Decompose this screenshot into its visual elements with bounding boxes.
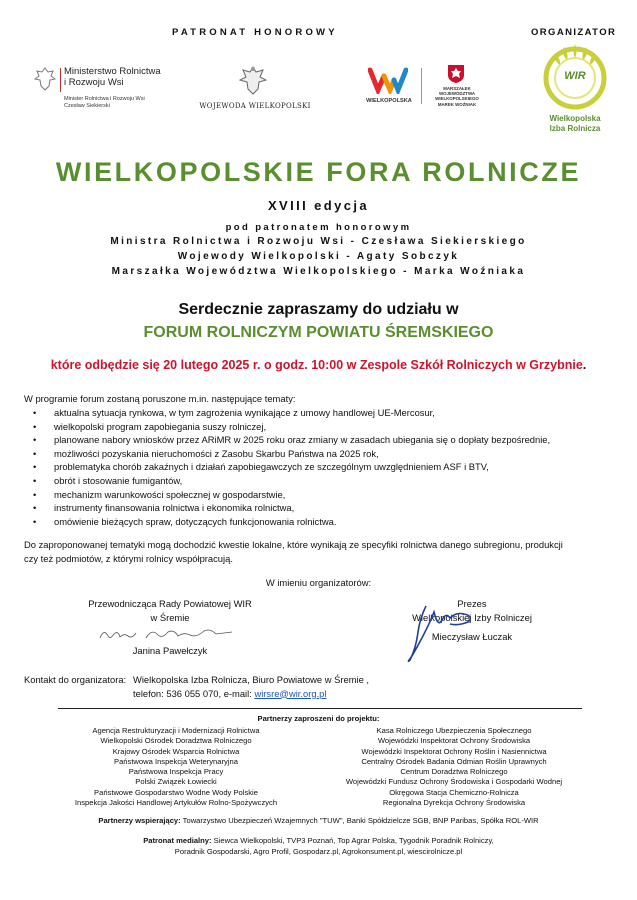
event-date-dot: . xyxy=(582,358,587,372)
topic-text: możliwości pozyskania nieruchomości z Zasobu Skarbu Państwa na 2025 rok, xyxy=(54,447,379,459)
bullet-icon: • xyxy=(33,461,37,473)
list-item: Państwowa Inspekcja Weterynaryjna xyxy=(114,756,238,766)
signatory-right-line2: Wielkopolskiej Izby Rolniczej xyxy=(412,611,532,623)
eagle-icon xyxy=(34,66,56,92)
list-item xyxy=(24,460,624,474)
list-item: Centralny Ośrodek Badania Odmian Roślin Uprawnych xyxy=(361,756,547,766)
signatory-left-line2: w Śremie xyxy=(150,611,190,623)
bullet-icon: • xyxy=(33,407,37,418)
forum-name: FORUM ROLNICZYM POWIATU ŚREMSKIEGO xyxy=(143,324,494,341)
list-item: Centrum Doradztwa Rolniczego xyxy=(400,767,508,777)
extra-line2: czy też podmiotów, z którymi rolnicy współpracują. xyxy=(24,552,233,564)
page-title: WIELKOPOLSKIE FORA ROLNICZE xyxy=(55,157,582,187)
list-item xyxy=(24,474,624,488)
wir-line1: Wielkopolska xyxy=(549,114,601,123)
list-item xyxy=(24,433,624,447)
wielkopolska-text: WIELKOPOLSKA xyxy=(366,98,412,104)
ministry-logo xyxy=(34,66,164,126)
ministry-sub2: Czesław Siekierski xyxy=(64,103,110,109)
media-line1: Siewca Wielkopolski, TVP3 Poznań, Top Agrar Polska, Tygodnik Poradnik Rolniczy, xyxy=(213,836,494,845)
list-item: Wojewódzki Inspektorat Ochrony Środowiska xyxy=(377,736,531,746)
eagle-icon xyxy=(239,64,267,96)
list-item xyxy=(24,406,624,420)
list-item xyxy=(24,501,624,515)
contact-email-link[interactable]: wirsre@wir.org.pl xyxy=(254,687,327,699)
marszalek-line2: WOJEWÓDZTWA xyxy=(438,91,476,97)
topic-text: omówienie bieżących spraw, dotyczących funkcjonowania rolnictwa. xyxy=(54,515,337,527)
event-date: które odbędzie się 20 lutego 2025 r. o godz. 10:00 w Zespole Szkół Rolniczych w Grzybnie xyxy=(50,358,583,372)
divider xyxy=(58,708,582,709)
on-behalf: W imieniu organizatorów: xyxy=(265,577,372,588)
list-item: Polski Związek Łowiecki xyxy=(135,777,217,787)
list-item: Agencja Restrukturyzacji i Modernizacji Rolnictwa xyxy=(92,726,260,735)
media-label: Patronat medialny: xyxy=(143,836,212,845)
marszalek-line4: MAREK WOŹNIAK xyxy=(437,101,477,107)
list-item: Okręgowa Stacja Chemiczno-Rolnicza xyxy=(389,787,519,797)
list-item: Wojewódzki Fundusz Ochrony Środowiska i Gospodarki Wodnej xyxy=(345,777,563,787)
patronage-intro: pod patronatem honorowym xyxy=(225,222,412,233)
wir-line2: Izba Rolnicza xyxy=(549,123,601,133)
supporting-label: Partnerzy wspierający: xyxy=(98,816,181,825)
topic-text: instrumenty finansowania rolnictwa i ekonomika rolnictwa, xyxy=(54,502,295,514)
signature-left-image xyxy=(96,624,236,646)
patronage-line3: Marszałka Województwa Wielkopolskiego - Marka Woźniaka xyxy=(111,266,526,277)
wielkopolska-w-icon xyxy=(368,66,408,94)
topic-text: aktualna sytuacja rynkowa, w tym zagrożenia wynikające z umowy handlowej UE-Mercosur, xyxy=(54,407,435,418)
list-item xyxy=(24,488,624,502)
marszalek-logo xyxy=(428,64,486,110)
bullet-icon: • xyxy=(33,420,37,432)
signatory-left-line1: Przewodnicząca Rady Powiatowej WIR xyxy=(88,598,252,609)
marszalek-line3: WIELKOPOLSKIEGO xyxy=(435,96,479,102)
wielkopolska-logo xyxy=(364,66,414,110)
bullet-icon: • xyxy=(33,474,37,486)
signatory-left xyxy=(80,597,260,624)
ministry-line1: Ministerstwo Rolnictwa xyxy=(64,66,161,77)
list-item: Wojewódzki Inspektorat Ochrony Roślin i Nasiennictwa xyxy=(361,746,547,756)
list-item: Krajowy Ośrodek Wsparcia Rolnictwa xyxy=(112,746,240,756)
list-item xyxy=(24,515,624,529)
list-item: Regionalna Dyrekcja Ochrony Środowiska xyxy=(382,798,526,808)
topics-list xyxy=(24,406,624,528)
patronage-line1: Ministra Rolnictwa i Rozwoju Wsi - Czesława Siekierskiego xyxy=(110,236,527,247)
list-item: Państwowe Gospodarstwo Wodne Wody Polskie xyxy=(94,787,258,797)
topic-text: planowane nabory wniosków przez ARiMR w 2025 roku oraz zmiany w zasadach ubiegania się o dopłaty bezpośrednie, xyxy=(54,434,551,446)
wojewoda-logo xyxy=(196,64,314,114)
edition: XVIII edycja xyxy=(267,198,370,213)
contact-phone: telefon: 536 055 070, e-mail: xyxy=(133,687,255,699)
list-item: Państwowa Inspekcja Pracy xyxy=(128,767,224,777)
wir-logo xyxy=(538,42,612,142)
contact-label: Kontakt do organizatora: xyxy=(24,674,127,685)
coat-of-arms-icon xyxy=(447,64,465,84)
topic-text: mechanizm warunkowości społecznej w gospodarstwie, xyxy=(54,488,286,500)
bullet-icon: • xyxy=(33,502,37,514)
ministry-sub1: Minister Rolnictwa i Rozwoju Wsi xyxy=(64,96,145,102)
topic-text: wielkopolski program zapobiegania suszy rolniczej, xyxy=(54,420,267,432)
patronat-label: PATRONAT HONOROWY xyxy=(172,27,338,38)
ministry-line2: i Rozwoju Wsi xyxy=(64,77,124,88)
list-item: Kasa Rolniczego Ubezpieczenia Społecznego xyxy=(376,726,532,735)
patronage-line2: Wojewody Wielkopolski - Agaty Sobczyk xyxy=(177,251,460,262)
topic-text: problematyka chorób zakaźnych i działań zapobiegawczych ze szczególnym uwzględnieniem ASF i BTV, xyxy=(54,461,489,473)
logo-divider xyxy=(421,68,422,104)
bullet-icon: • xyxy=(33,434,37,446)
topic-text: obrót i stosowanie fumigantów, xyxy=(54,474,183,486)
list-item: Wielkopolski Ośrodek Doradztwa Rolniczego xyxy=(100,736,252,746)
list-item: Inspekcja Jakości Handlowej Artykułów Rolno-Spożywczych xyxy=(74,798,278,808)
supporting-text: Towarzystwo Ubezpieczeń Wzajemnych "TUW", Banki Spółdzielcze SGB, BNP Paribas, Spółka ROL-WIR xyxy=(182,816,539,825)
signatory-right-line1: Prezes xyxy=(457,598,487,609)
partners-right-list xyxy=(336,726,572,808)
wir-badge: WIR xyxy=(564,70,586,82)
invite-text: Serdecznie zapraszamy do udziału w xyxy=(178,301,459,318)
organizator-label: ORGANIZATOR xyxy=(531,27,617,38)
signatory-right-name: Mieczysław Łuczak xyxy=(431,631,513,642)
contact-line1: Wielkopolska Izba Rolnicza, Biuro Powiatowe w Śremie , xyxy=(133,674,370,685)
list-item xyxy=(24,447,624,461)
partners-title: Partnerzy zaproszeni do projektu: xyxy=(257,714,380,723)
list-item xyxy=(24,420,624,434)
bullet-icon: • xyxy=(33,515,37,527)
program-intro: W programie forum zostaną poruszone m.in. następujące tematy: xyxy=(24,393,296,404)
media-line2: Poradnik Gospodarski, Agro Profil, Gospodarz.pl, Agrokonsument.pl, wiescirolnicze.pl xyxy=(174,847,463,856)
extra-line1: Do zaproponowanej tematyki mogą dochodzić kwestie lokalne, które wynikają ze specyfiki rolnictwa danego subregionu, produkcji xyxy=(24,539,563,550)
marszalek-line1: MARSZAŁEK xyxy=(443,86,471,91)
partners-left-list xyxy=(58,726,294,808)
bullet-icon: • xyxy=(33,488,37,500)
signatory-left-name: Janina Pawełczyk xyxy=(132,645,208,656)
bullet-icon: • xyxy=(33,447,37,459)
wojewoda-text: WOJEWODA WIELKOPOLSKI xyxy=(199,102,311,110)
